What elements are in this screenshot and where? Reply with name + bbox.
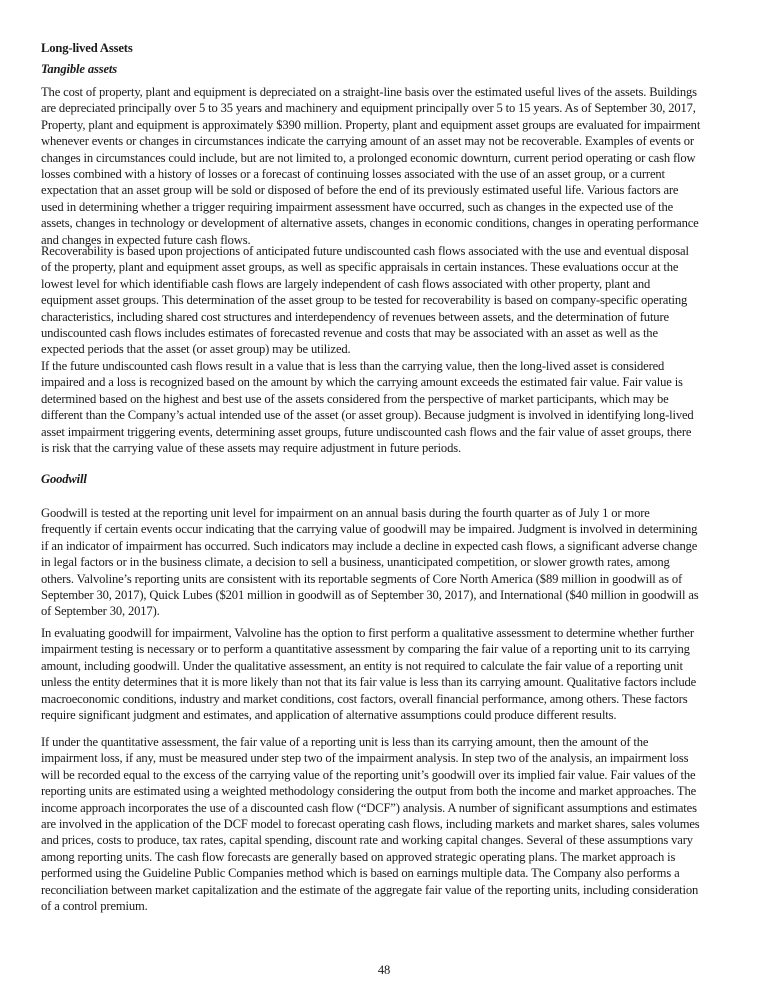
text-line: If under the quantitative assessment, the fair value of a reporting unit is less than its carrying amount, then the amount of the	[41, 735, 649, 749]
text-line: performed using the Guideline Public Companies method which is based on earnings multiple data. The Company also performs a	[41, 866, 680, 881]
paragraph-tangible-3	[41, 358, 761, 456]
text-line: different than the Company’s actual intended use of the asset (or asset group). Because judgment is involved in identifying long-lived	[41, 408, 694, 423]
text-line: others. Valvoline’s reporting units are consistent with its reportable segments of Core North America ($89 million in goodwill as of	[41, 571, 683, 586]
text-line: are depreciated principally over 5 to 35 years and machinery and equipment principally over 5 to 15 years. As of September 30, 2017,	[41, 101, 696, 116]
text-line: in legal factors or in the business climate, a decision to sell a business, unanticipated competition, or slower growth rates, among	[41, 555, 670, 570]
text-line: reconciliation between market capitalization and the estimate of the aggregate fair value of the reporting units, including consideration	[41, 882, 699, 897]
text-line: In evaluating goodwill for impairment, Valvoline has the option to first perform a qualitative assessment to determine whether further	[41, 626, 694, 640]
text-line: require significant judgment and estimates, and application of alternative assumptions could produce different results.	[41, 708, 617, 723]
text-line: expectation that an asset group will be sold or disposed of before the end of its previously estimated useful life. Various factors are	[41, 183, 679, 198]
text-line: Goodwill is tested at the reporting unit level for impairment on an annual basis during the fourth quarter as of July 1 or more	[41, 506, 650, 520]
text-line: frequently if certain events occur indicating that the carrying value of goodwill may be impaired. Judgment is involved in determining	[41, 522, 698, 537]
subsection-heading-goodwill: Goodwill	[41, 472, 87, 486]
subsection-heading-tangible-assets: Tangible assets	[41, 62, 118, 76]
text-line: macroeconomic conditions, industry and market conditions, cost factors, overall financial performance, among others. These factors	[41, 691, 688, 706]
text-line: characteristics, including shared cost structures and interdependency of revenues between assets, and the determination of future	[41, 309, 669, 324]
text-line: impairment testing is necessary or to perform a quantitative assessment by comparing the fair value of a reporting unit to its carrying	[41, 642, 690, 657]
text-line: of the property, plant and equipment asset groups, as well as specific appraisals in certain instances. These evaluations occur at the	[41, 260, 679, 275]
text-line: assets, changes in technology or development of alternative assets, changes in economic conditions, changes in operating performance	[41, 216, 699, 231]
text-line: unless the entity determines that it is more likely than not that its fair value is less than its carrying amount. Qualitative factors include	[41, 675, 697, 690]
text-line: whenever events or changes in circumstances indicate the carrying amount of an asset may not be recoverable. Examples of events or	[41, 134, 694, 149]
text-line: If the future undiscounted cash flows result in a value that is less than the carrying value, then the long-lived asset is considered	[41, 359, 665, 373]
text-line: of a control premium.	[41, 899, 148, 914]
text-line: if an indicator of impairment has occurred. Such indicators may include a decline in expected cash flows, a significant adverse change	[41, 538, 698, 553]
text-line: expected periods that the asset (or asset group) may be utilized.	[41, 342, 351, 357]
text-line: undiscounted cash flows includes estimates of forecasted revenue and costs that may be associated with an asset as well as the	[41, 326, 658, 341]
paragraph-goodwill-3	[41, 734, 761, 914]
paragraph-tangible-2	[41, 243, 761, 358]
text-line: and prices, costs to produce, tax rates, capital spending, discount rate and working capital changes. Several of these assumptions vary	[41, 833, 693, 848]
text-line: losses combined with a history of losses or a forecast of continuing losses associated with the use of an asset group, or a current	[41, 167, 665, 182]
text-line: reporting units are estimated using a weighted methodology considering the output from both the income and market approaches. The	[41, 784, 697, 799]
text-line: will be recorded equal to the excess of the carrying value of the reporting unit’s goodwill over its implied fair value. Fair values of the	[41, 767, 696, 782]
text-line: Property, plant and equipment is approximately $390 million. Property, plant and equipment asset groups are evaluated for impairment	[41, 117, 701, 132]
text-line: and changes in expected future cash flows.	[41, 232, 251, 247]
text-line: used in determining whether a trigger requiring impairment assessment have occurred, such as changes in the expected use of the	[41, 199, 674, 214]
text-line: are involved in the application of the DCF model to forecast operating cash flows, including markets and market shares, sales volumes	[41, 817, 700, 832]
text-line: among reporting units. The cash flow forecasts are generally based on approved strategic operating plans. The market approach is	[41, 849, 676, 864]
text-line: asset impairment triggering events, determining asset groups, future undiscounted cash flows and the fair value of asset groups, there	[41, 424, 692, 439]
text-line: impaired and a loss is recognized based on the amount by which the carrying amount exceeds the estimated fair value. Fair value is	[41, 375, 683, 390]
section-heading: Long-lived Assets	[41, 41, 133, 55]
text-line: Recoverability is based upon projections of anticipated future undiscounted cash flows associated with the use and eventual disposal	[41, 244, 689, 258]
text-line: determined based on the highest and best use of the assets considered from the perspective of market participants, which may be	[41, 391, 669, 406]
text-line: changes in circumstances could include, but are not limited to, a prolonged economic downturn, current period operating or cash flow	[41, 150, 696, 165]
text-line: of September 30, 2017).	[41, 604, 160, 619]
text-line: amount, including goodwill. Under the qualitative assessment, an entity is not required to calculate the fair value of a reporting unit	[41, 658, 683, 673]
page-number: 48	[377, 963, 391, 977]
text-line: The cost of property, plant and equipment is depreciated on a straight-line basis over the estimated useful lives of the assets. Buildings	[41, 85, 697, 99]
text-line: income approach incorporates the use of a discounted cash flow (“DCF”) analysis. A number of significant assumptions and estimates	[41, 800, 697, 815]
text-line: September 30, 2017), Quick Lubes ($201 million in goodwill as of September 30, 2017), and International ($40 million in goodwill as	[41, 588, 699, 603]
text-line: lowest level for which identifiable cash flows are largely independent of cash flows associated with other property, plant and	[41, 276, 651, 291]
text-line: impairment loss, if any, must be measured under step two of the impairment analysis. In step two of the analysis, an impairment loss	[41, 751, 689, 766]
paragraph-tangible-1	[41, 84, 761, 248]
paragraph-goodwill-1	[41, 505, 761, 620]
text-line: is risk that the carrying value of these assets may require adjustment in future periods.	[41, 441, 461, 456]
paragraph-goodwill-2	[41, 625, 761, 723]
text-line: equipment asset groups. This determination of the asset group to be tested for recoverability is based on company-specific operating	[41, 293, 688, 308]
